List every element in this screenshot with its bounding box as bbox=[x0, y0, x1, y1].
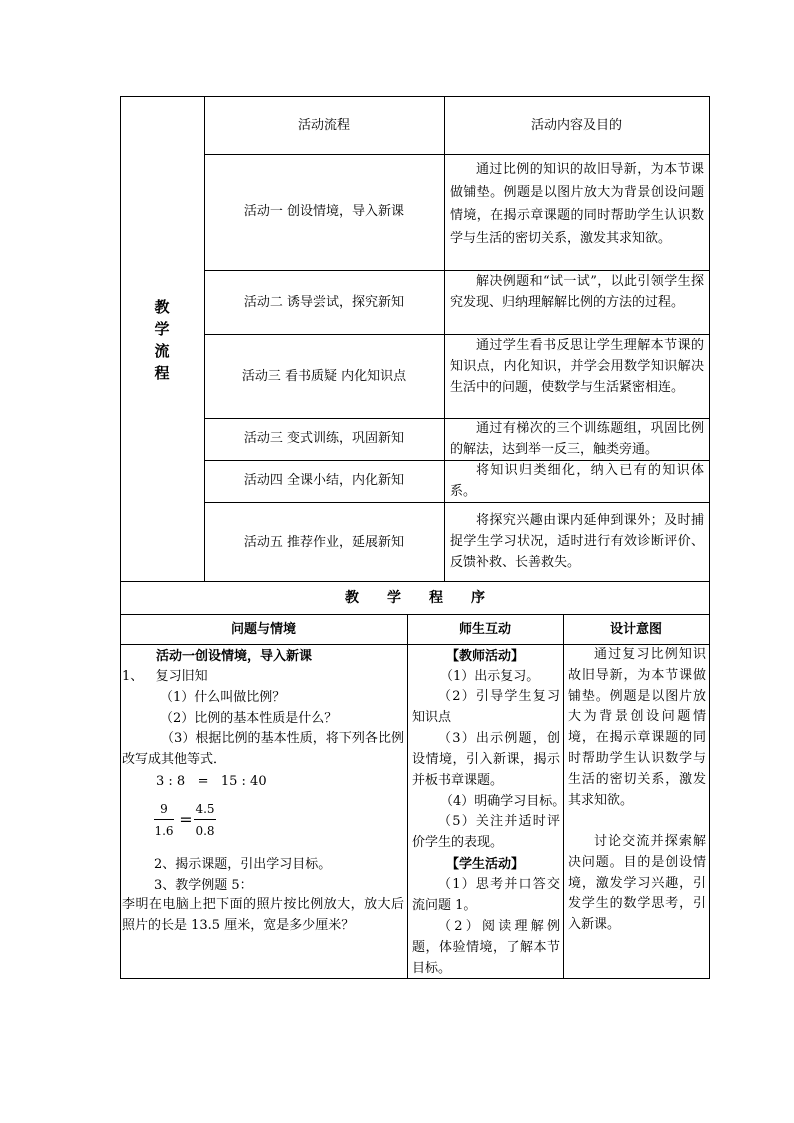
flow-row-content: 将探究兴趣由课内延伸到课外；及时捕捉学生学习状况，适时进行有效诊断评价、反馈补救、长善救失。 bbox=[450, 513, 704, 570]
flow-row-name: 活动四 全课小结，内化新知 bbox=[243, 473, 405, 488]
table-rule bbox=[444, 96, 445, 581]
section-label bbox=[120, 296, 204, 384]
problem-question-2: （2）比例的基本性质是什么？ bbox=[160, 711, 338, 726]
flow-row-content: 将知识归类细化，纳入已有的知识体系。 bbox=[450, 463, 704, 499]
fraction-right-numerator: 4.5 bbox=[195, 802, 215, 816]
teacher-activity-4: （4）明确学习目标。 bbox=[440, 794, 566, 809]
problem-example: 李明在电脑上把下面的照片按比例放大，放大后照片的长是 13.5 厘米，宽是多少厘米？ bbox=[122, 897, 404, 933]
problem-step-3: 3、教学例题 5： bbox=[154, 878, 253, 893]
table-rule bbox=[204, 502, 710, 503]
flow-row-name: 活动三 变式训练，巩固新知 bbox=[243, 431, 405, 446]
fraction-left-denominator: 1.6 bbox=[154, 824, 174, 838]
teacher-activity-5: （5）关注并适时评价学生的表现。 bbox=[412, 814, 560, 850]
teacher-activity-title: 【教师活动】 bbox=[445, 649, 524, 664]
flow-row-name: 活动一 创设情境，导入新课 bbox=[243, 204, 405, 219]
problem-question-1: （1）什么叫做比例？ bbox=[160, 690, 286, 705]
fraction-left-numerator: 9 bbox=[160, 802, 168, 816]
flow-header-activity: 活动流程 bbox=[297, 118, 350, 133]
table-rule bbox=[204, 154, 710, 155]
student-activity-1: （1）思考并口答交流问题 1。 bbox=[412, 877, 560, 913]
flow-row-content: 通过比例的知识的故旧导新，为本节课做铺垫。例题是以图片放大为背景创设问题情境，在揭示章课题的同时帮助学生认识数学与生活的密切关系，激发其求知欲。 bbox=[450, 162, 704, 246]
fraction-right-denominator: 0.8 bbox=[195, 824, 215, 838]
program-header-interaction: 师生互动 bbox=[458, 622, 511, 637]
flow-row-name: 活动五 推荐作业，延展新知 bbox=[243, 535, 405, 550]
student-activity-title: 【学生活动】 bbox=[445, 857, 524, 872]
flow-row-content: 通过有梯次的三个训练题组，巩固比例的解法，达到举一反三，触类旁通。 bbox=[450, 421, 704, 457]
program-header-intent: 设计意图 bbox=[609, 622, 662, 637]
program-header-problem: 问题与情境 bbox=[230, 622, 296, 637]
teacher-activity-2: （2）引导学生复习知识点 bbox=[412, 689, 560, 725]
table-rule bbox=[407, 614, 408, 979]
table-rule bbox=[120, 581, 710, 582]
intent-paragraph-2: 讨论交流并探索解决问题。目的是创设情境，激发学习兴趣，引发学生的数学思考，引入新课。 bbox=[568, 834, 706, 933]
table-border-top bbox=[120, 96, 710, 97]
program-title: 教 学 程 序 bbox=[345, 590, 485, 606]
flow-row-name: 活动二 诱导尝试，探究新知 bbox=[243, 295, 405, 310]
teacher-activity-1: （1）出示复习。 bbox=[440, 669, 540, 684]
problem-equation-1: 3 : 8 = 15 : 40 bbox=[156, 774, 267, 789]
flow-row-name: 活动三 看书质疑 内化知识点 bbox=[241, 369, 407, 384]
teacher-activity-3: （3）出示例题，创设情境，引入新课，揭示并板书章课题。 bbox=[412, 731, 560, 788]
problem-item-1: 1、 复习旧知 bbox=[122, 669, 208, 684]
fraction-equals: = bbox=[179, 810, 193, 829]
problem-step-2: 2、揭示课题，引出学习目标。 bbox=[154, 857, 332, 872]
table-rule bbox=[204, 96, 205, 581]
flow-header-content: 活动内容及目的 bbox=[530, 118, 622, 133]
section-label-text: 教学流程 bbox=[154, 298, 170, 382]
flow-row-content: 解决例题和“试一试”，以此引领学生探究发现、归纳理解解比例的方法的过程。 bbox=[450, 274, 704, 310]
flow-row-content: 通过学生看书反思让学生理解本节课的知识点，内化知识，并学会用数学知识解决生活中的问题，使数学与生活紧密相连。 bbox=[450, 338, 704, 395]
fraction-bar-left bbox=[154, 819, 174, 820]
intent-paragraph-1: 通过复习比例知识故旧导新，为本节课做铺垫。例题是以图片放大为背景创设问题情境，在揭示章课题的同时帮助学生认识数学与生活的密切关系，激发其求知欲。 bbox=[568, 647, 706, 808]
table-border-right bbox=[709, 96, 710, 979]
table-border-left bbox=[120, 96, 121, 979]
fraction-bar-right bbox=[194, 819, 216, 820]
problem-title: 活动一创设情境，导入新课 bbox=[156, 649, 313, 664]
problem-question-3: （3）根据比例的基本性质，将下列各比例改写成其他等式． bbox=[122, 731, 404, 767]
student-activity-2: （2）阅读理解例题，体验情境，了解本节目标。 bbox=[412, 919, 560, 976]
table-rule bbox=[120, 614, 710, 615]
